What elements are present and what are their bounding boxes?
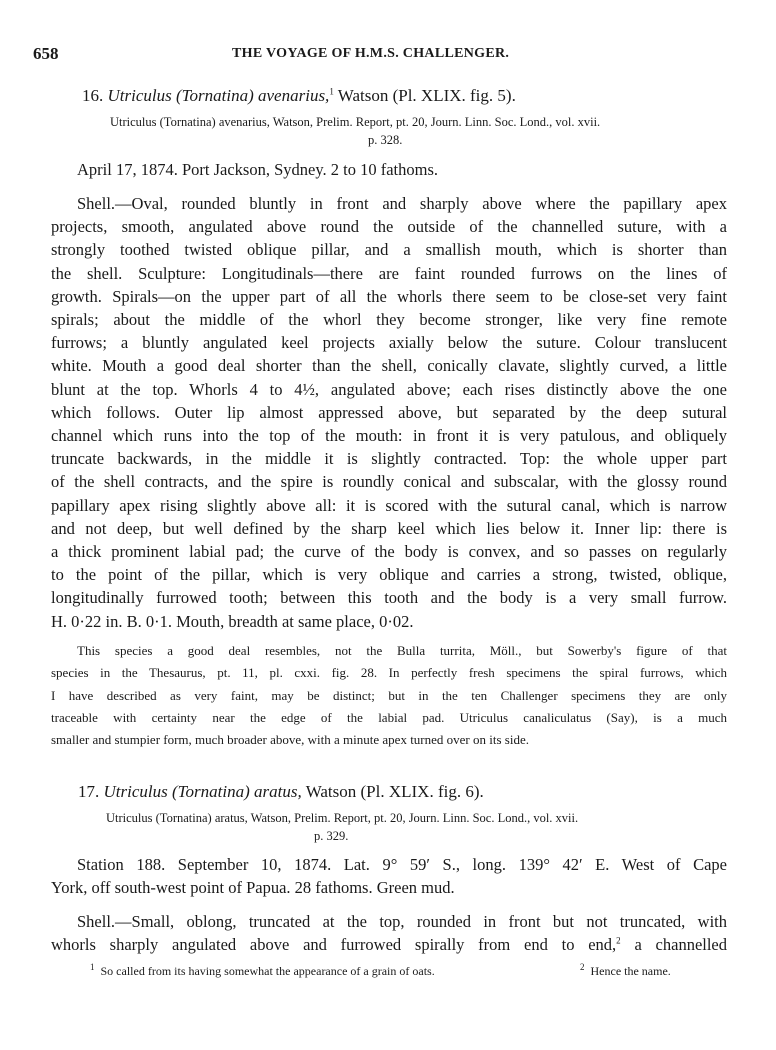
species-16-reference: Utriculus (Tornatina) avenarius, Watson, Prelim. Report, pt. 20, Journ. Linn. Soc. Lond., vol. xvii. [110,115,601,129]
description-line: of the shell contracts, and the spire is roundly conical and subscalar, with the glossy round [51,472,727,492]
footnote-1-text: So called from its having somewhat the appearance of a grain of oats. [100,964,435,978]
description-line: white. Mouth a good deal shorter than the shell, conically clavate, slightly curved, a little [51,356,727,376]
description-line: the shell. Sculpture: Longitudinals—there are faint rounded furrows on the lines of [51,263,727,283]
species-17-number: 17. [78,782,100,801]
locality-line: Station 188. September 10, 1874. Lat. 9° 59′ S., long. 139° 42′ E. West of Cape [77,855,727,874]
footnote-mark-2: 2 [616,935,621,946]
species-16-subgenus: (Tornatina) [175,86,254,105]
description-line: projects, smooth, angulated above round the outside of the channelled suture, with a [51,217,727,237]
description-text: whorls sharply angulated above and furrowed spirally from end to end, [51,935,617,955]
description-line: Shell.—Oval, rounded bluntly in front and sharply above where the papillary apex [77,194,727,213]
species-16-epithet: avenarius, [258,86,330,105]
description-line: spirals; about the middle of the whorl they become stronger, like very fine remote [51,310,727,330]
species-17-locality [51,853,727,899]
description-line-with-footnote [51,933,727,956]
locality-line: York, off south-west point of Papua. 28 fathoms. Green mud. [51,878,455,898]
species-17-genus: Utriculus [103,782,168,801]
description-line: a thick prominent labial pad; the curve of the body is convex, and so passes on regularly [51,542,727,562]
species-16-reference-page: p. 328. [368,133,403,147]
footnote-2-mark: 2 [580,962,585,972]
species-17-heading [78,782,484,802]
description-line: blunt at the top. Whorls 4 to 4½, angulated above; each rises distinctly above the one [51,379,727,399]
description-line: Shell.—Small, oblong, truncated at the top, rounded in front but not truncated, with [77,912,727,931]
description-line: papillary apex rising slightly above all: it is scored with the sutural canal, which is narrow [51,495,727,515]
species-17-reference-page: p. 329. [314,829,349,843]
footnote-1-mark: 1 [90,962,95,972]
running-title: THE VOYAGE OF H.M.S. CHALLENGER. [232,46,510,61]
footnote-1 [90,964,435,979]
species-17-reference: Utriculus (Tornatina) aratus, Watson, Prelim. Report, pt. 20, Journ. Linn. Soc. Lond., vol. xvii. [106,811,579,825]
footnote-2-text: Hence the name. [590,964,671,978]
species-16-number: 16. [82,86,104,105]
note-line: smaller and stumpier form, much broader above, with a minute apex turned over on its side. [51,732,529,748]
note-line: species in the Thesaurus, pt. 11, pl. cxxi. fig. 28. In perfectly fresh specimens the spiral furrows, which [51,665,727,681]
species-17-description [51,910,727,956]
species-16-heading [82,86,516,106]
description-line: growth. Spirals—on the upper part of all the whorls there seem to be close-set very faint [51,286,727,306]
species-16-notes [51,640,727,751]
species-16-locality: April 17, 1874. Port Jackson, Sydney. 2 to 10 fathoms. [77,160,438,179]
footnote-2 [580,964,671,979]
description-line: strongly toothed twisted oblique pillar, and a smallish mouth, which is shorter than [51,240,727,260]
description-line: and not deep, but well defined by the sharp keel which lies below it. Inner lip: there is [51,518,727,538]
note-line: I have described as very faint, may be distinct; but in the ten Challenger specimens they are only [51,687,727,703]
footnote-mark-1: 1 [329,86,334,97]
description-line: channel which runs into the top of the mouth: in front it is very patulous, and obliquely [51,426,727,446]
species-17-epithet: aratus, [254,782,302,801]
description-line: to the point of the pillar, which is very oblique and carries a strong, twisted, oblique, [51,565,727,585]
note-line: traceable with certainty near the edge of the labial pad. Utriculus canaliculatus (Say), is a much [51,709,727,725]
description-line: furrows; a bluntly angulated keel projects axially below the suture. Colour translucent [51,333,727,353]
species-17-subgenus: (Tornatina) [171,782,250,801]
description-line: longitudinally furrowed tooth; between this tooth and the body is a very small furrow. [51,588,727,608]
page-number: 658 [33,44,59,63]
species-16-authority: Watson (Pl. XLIX. fig. 5). [337,86,516,105]
species-17-authority: Watson (Pl. XLIX. fig. 6). [305,782,484,801]
description-line: truncate backwards, in the middle it is slightly contracted. Top: the whole upper part [51,449,727,469]
description-line: which follows. Outer lip almost appressed above, but separated by the deep sutural [51,402,727,422]
species-16-genus: Utriculus [107,86,172,105]
species-16-description [51,192,727,633]
note-line: This species a good deal resembles, not the Bulla turrita, Möll., but Sowerby's figure of that [77,643,727,658]
description-text-end: a channelled [634,935,728,955]
description-line: H. 0·22 in. B. 0·1. Mouth, breadth at same place, 0·02. [51,611,414,631]
